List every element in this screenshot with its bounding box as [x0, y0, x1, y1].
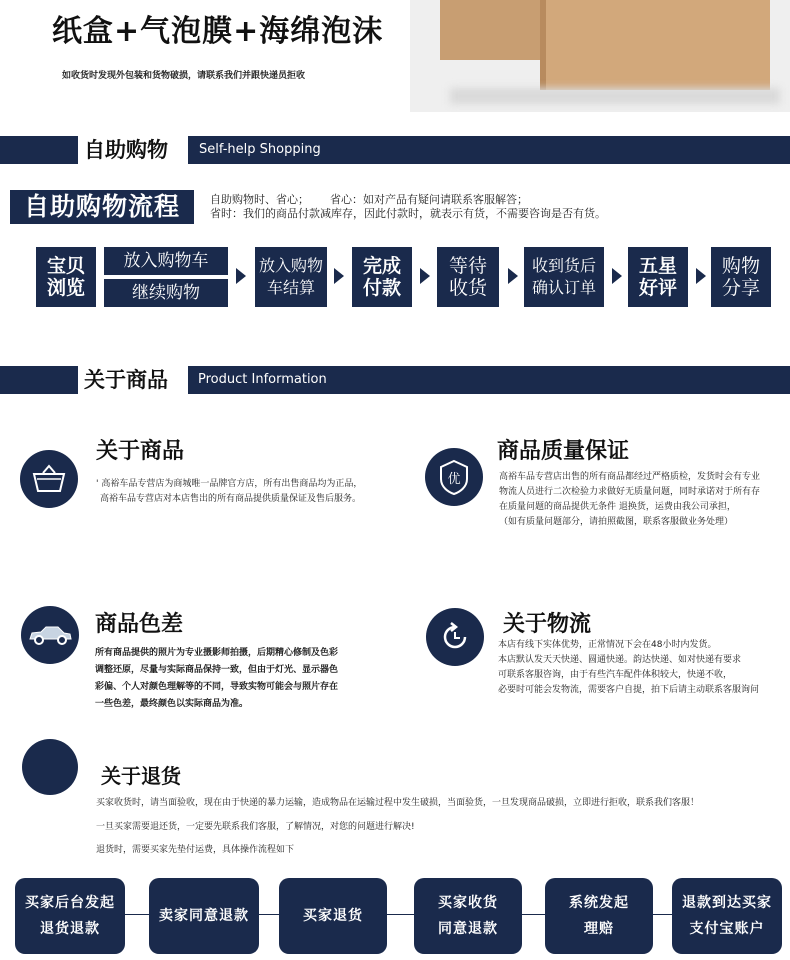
shopping-flow-label: 自助购物流程	[10, 190, 194, 224]
about-line: ' 高裕车品专营店为商城唯一品牌官方店，所有出售商品均为正品，	[96, 479, 363, 489]
svg-text:优: 优	[447, 472, 461, 487]
return-step-3: 买家退货	[279, 878, 387, 954]
arrow-icon	[334, 268, 344, 284]
color-text	[95, 645, 338, 713]
quality-line: 在质量问题的商品提供无条件 退换货，运费由我公司承担，	[499, 502, 736, 512]
bar-lead	[0, 366, 78, 394]
return-step-6: 退款到达买家 支付宝账户	[672, 878, 782, 954]
section-title-zh: 关于商品	[84, 366, 172, 394]
step-wait: 等待 收货	[437, 247, 499, 307]
section-title-zh: 自助购物	[84, 136, 172, 164]
quality-line: 物流人员进行二次检验力求做好无质量问题，同时承诺对于所有存	[499, 487, 761, 497]
step-browse: 宝贝 浏览	[36, 247, 96, 307]
color-line: 彩偏、个人对颜色理解等的不同，导致实物可能会与照片存在	[95, 682, 339, 692]
returns-line1: 买家收货时，请当面验收，现在由于快递的暴力运输，造成物品在运输过程中发生破损，当面验货，一旦发现商品破损，立即进行拒收，联系我们客服！	[96, 798, 700, 808]
step-share: 购物 分享	[711, 247, 771, 307]
refresh-icon	[426, 608, 484, 666]
logistics-line: 本店有线下实体优势，正常情况下会在48小时内发货。	[498, 640, 717, 650]
box-right	[540, 0, 770, 90]
about-product-title: 关于商品	[96, 439, 185, 464]
step-checkout: 放入购物 车结算	[255, 247, 327, 307]
returns-line3: 退货时，需要买家先垫付运费，具体操作流程如下	[96, 845, 295, 855]
about-product-text	[96, 477, 362, 507]
basket-icon	[20, 450, 78, 508]
section-title-en: Product Information	[198, 372, 327, 387]
flow-desc-line1: 自助购物时、省心； 省心：如对产品有疑问请联系客服解答；	[210, 193, 528, 206]
car-icon	[21, 606, 79, 664]
box-shadow	[450, 88, 780, 104]
return-step-5: 系统发起 理赔	[545, 878, 653, 954]
logistics-line: 可联系客服咨询，由于有些汽车配件体积较大，快递不收，	[498, 670, 733, 680]
step-confirm: 收到货后 确认订单	[524, 247, 604, 307]
quality-badge-icon	[425, 448, 483, 506]
quality-line: （如有质量问题部分，请拍照截图，联系客服做业务处理）	[499, 517, 734, 527]
logistics-text	[498, 638, 759, 698]
shopping-flow-desc	[210, 193, 606, 221]
return-step-4: 买家收货 同意退款	[414, 878, 522, 954]
flow-desc-line2: 省时：我们的商品付款减库存，因此付款时，就表示有货，不需要咨询是否有货。	[210, 207, 606, 220]
packaging-title: 纸盒+气泡膜+海绵泡沫	[52, 14, 384, 49]
color-line: 调整还原，尽量与实际商品保持一致，但由于灯光、显示器色	[95, 665, 339, 675]
step-pay: 完成 付款	[352, 247, 412, 307]
logistics-line: 必要时可能会发物流，需要客户自提，拍下后请主动联系客服询问	[498, 685, 760, 695]
bar-lead	[0, 136, 78, 164]
about-line: 高裕车品专营店对本店售出的所有商品提供质量保证及售后服务。	[100, 494, 362, 504]
color-title: 商品色差	[95, 612, 184, 637]
arrow-icon	[420, 268, 430, 284]
section-title-en: Self-help Shopping	[199, 142, 321, 157]
color-line: 所有商品提供的照片为专业摄影师拍摄，后期精心修制及色彩	[95, 648, 339, 658]
arrow-icon	[696, 268, 706, 284]
quality-line: 高裕车品专营店出售的所有商品都经过严格质检，发货时会有专业	[499, 472, 761, 482]
step-review: 五星 好评	[628, 247, 688, 307]
arrow-icon	[236, 268, 246, 284]
returns-circle-icon	[22, 739, 78, 795]
return-step-1: 买家后台发起 退货退款	[15, 878, 125, 954]
quality-text	[499, 470, 760, 530]
cardboard-box-photo	[410, 0, 790, 112]
logistics-line: 本店默认发天天快递、圆通快递。韵达快递、如对快递有要求	[498, 655, 742, 665]
color-line: 一些色差，最终颜色以实际商品为准。	[95, 699, 249, 709]
step-continue-shopping: 继续购物	[104, 279, 228, 307]
section-bar-product	[0, 366, 790, 394]
packaging-note: 如收货时发现外包装和货物破损，请联系我们并跟快递员拒收	[62, 71, 306, 81]
returns-title: 关于退货	[101, 764, 181, 788]
section-bar-shopping	[0, 136, 790, 164]
logistics-title: 关于物流	[503, 612, 592, 637]
quality-title: 商品质量保证	[497, 439, 630, 464]
arrow-icon	[508, 268, 518, 284]
returns-line2: 一旦买家需要退还货，一定要先联系我们客服，了解情况，对您的问题进行解决!	[96, 822, 415, 832]
return-step-2: 卖家同意退款	[149, 878, 259, 954]
arrow-icon	[612, 268, 622, 284]
step-add-cart: 放入购物车	[104, 247, 228, 275]
